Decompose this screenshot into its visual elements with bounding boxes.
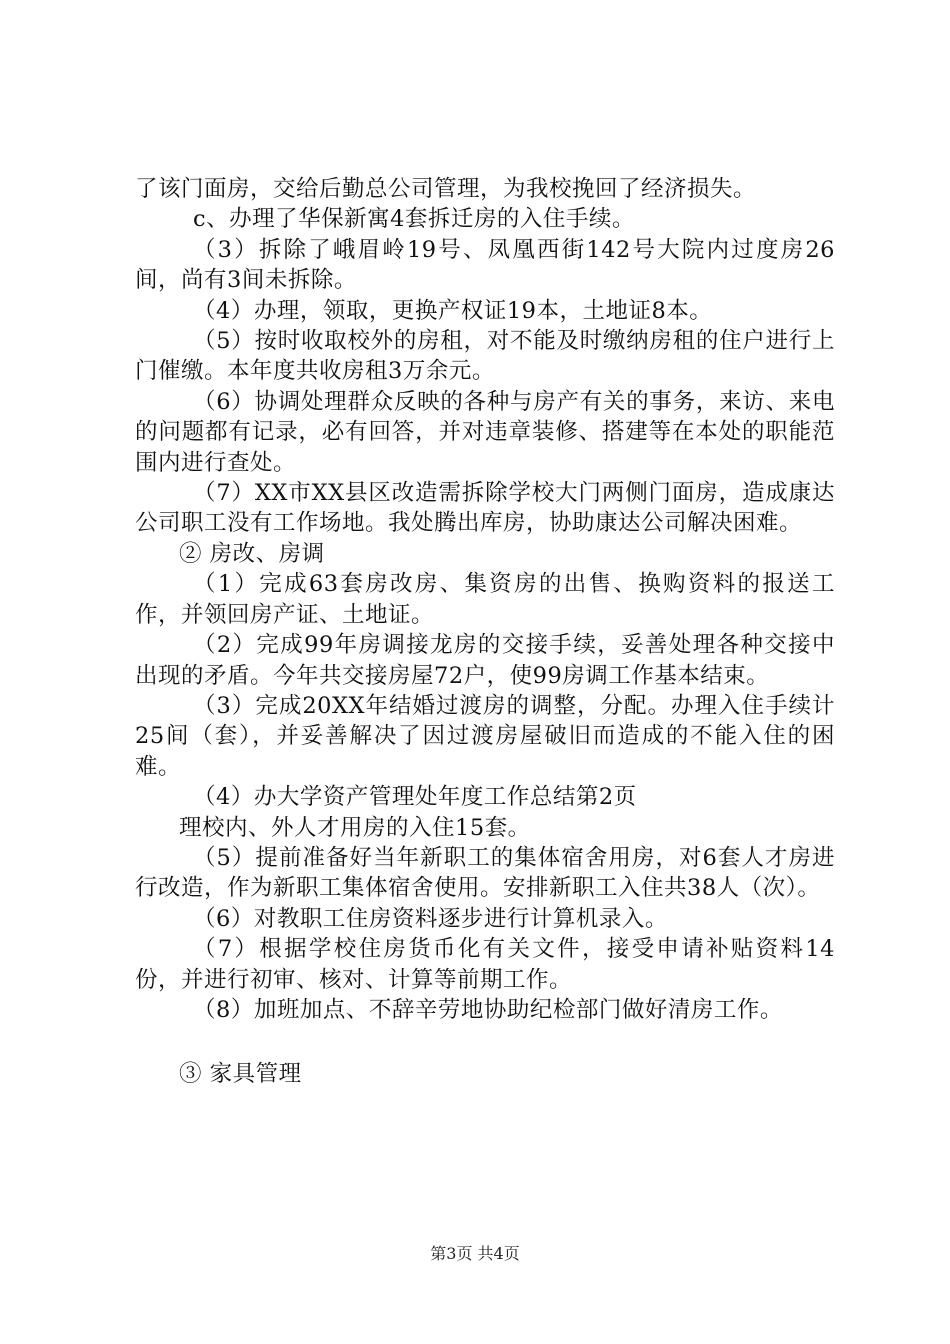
paragraph-14: （6）对教职工住房资料逐步进行计算机录入。 bbox=[193, 905, 668, 932]
paragraph-4: （4）办理，领取，更换产权证19本，土地证8本。 bbox=[193, 297, 713, 324]
page-number-label: 第3页 共4页 bbox=[430, 1244, 520, 1263]
paragraph-3: （3）拆除了峨眉岭19号、凤凰西街142号大院内过度房26间，尚有3间未拆除。 bbox=[135, 236, 835, 294]
paragraph-8: （1）完成63套房改房、集资房的出售、换购资料的报送工作，并领回房产证、土地证。 bbox=[135, 571, 835, 628]
paragraph-5: （5）按时收取校外的房租，对不能及时缴纳房租的住户进行上门催缴。本年度共收房租3万余元。 bbox=[135, 328, 835, 385]
paragraph-13: （5）提前准备好当年新职工的集体宿舍用房，对6套人才房进行改造，作为新职工集体宿舍使用。安排新职工入住共38人（次）。 bbox=[135, 844, 835, 902]
paragraph-12: 理校内、外人才用房的入住15套。 bbox=[179, 814, 531, 841]
paragraph-gap bbox=[135, 1025, 835, 1059]
paragraph-7: （7）XX市XX县区改造需拆除学校大门两侧门面房，造成康达公司职工没有工作场地。我处腾出库房，协助康达公司解决困难。 bbox=[135, 480, 835, 537]
section-heading-2: ② 房改、房调 bbox=[179, 540, 325, 567]
paragraph-1: 了该门面房，交给后勤总公司管理，为我校挽回了经济损失。 bbox=[135, 176, 757, 202]
paragraph-9: （2）完成99年房调接龙房的交接手续，妥善处理各种交接中出现的矛盾。今年共交接房屋72户，使99房调工作基本结束。 bbox=[135, 632, 835, 689]
paragraph-2: c、办理了华保新寓4套拆迁房的入住手续。 bbox=[193, 206, 635, 233]
paragraph-15: （7）根据学校住房货币化有关文件，接受申请补贴资料14份，并进行初审、核对、计算等前期工作。 bbox=[135, 936, 835, 993]
paragraph-10: （3）完成20XX年结婚过渡房的调整，分配。办理入住手续计25间（套），并妥善解决了因过渡房屋破旧而造成的不能入住的困难。 bbox=[135, 692, 835, 780]
section-heading-3: ③ 家具管理 bbox=[179, 1061, 302, 1088]
page-footer bbox=[0, 1244, 950, 1264]
document-body bbox=[135, 174, 835, 1090]
paragraph-11: （4）办大学资产管理处年度工作总结第2页 bbox=[193, 784, 637, 811]
paragraph-6: （6）协调处理群众反映的各种与房产有关的事务，来访、来电的问题都有记录，必有回答，并对违章装修、搭建等在本处的职能范围内进行查处。 bbox=[135, 388, 835, 476]
paragraph-16: （8）加班加点、不辞辛劳地协助纪检部门做好清房工作。 bbox=[193, 996, 783, 1023]
